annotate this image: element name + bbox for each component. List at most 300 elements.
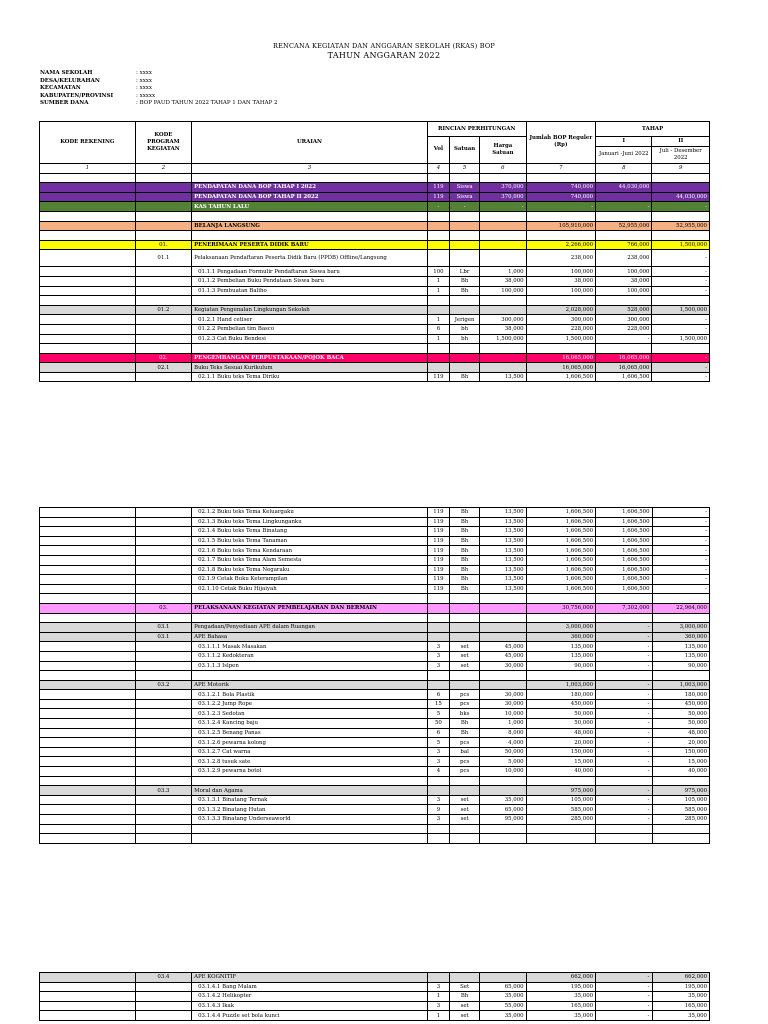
- table-cell: 30,000: [480, 690, 526, 700]
- table-cell: 662,000: [652, 973, 710, 983]
- table-cell: [135, 324, 191, 334]
- table-cell: 6: [427, 728, 449, 738]
- table-cell: [135, 594, 191, 604]
- table-cell: 03.1.3.3 Binatang Underseaworld: [192, 815, 428, 825]
- table-cell: set: [450, 795, 480, 805]
- table-cell: [135, 173, 191, 183]
- budget-table-bottom: [39, 972, 710, 1021]
- col-tahap1-num: I: [596, 137, 652, 147]
- table-cell: 35,000: [480, 795, 526, 805]
- table-cell: pcs: [450, 738, 480, 748]
- table-cell: set: [450, 805, 480, 815]
- table-cell: [596, 776, 652, 786]
- table-row: [40, 517, 710, 527]
- table-cell: 02.1.5 Buku teks Tema Tanaman: [192, 536, 428, 546]
- table-cell: 1,606,500: [526, 565, 596, 575]
- table-cell: [192, 824, 428, 834]
- table-cell: [40, 527, 136, 537]
- table-cell: -: [596, 805, 652, 815]
- table-cell: [135, 276, 191, 286]
- meta-value: : xxxxx: [136, 92, 156, 99]
- table-cell: [427, 834, 449, 844]
- table-cell: -: [596, 661, 652, 671]
- table-cell: 02.1.8 Buku teks Tema Negaraku: [192, 565, 428, 575]
- table-cell: -: [596, 719, 652, 729]
- table-cell: -: [652, 267, 710, 277]
- table-row: [40, 1001, 710, 1011]
- table-cell: 3: [427, 982, 449, 992]
- table-cell: [427, 594, 449, 604]
- table-cell: [192, 671, 428, 681]
- table-cell: [40, 992, 136, 1002]
- table-cell: [427, 623, 449, 633]
- col-tahap2-num: II: [652, 137, 710, 147]
- table-cell: [135, 211, 191, 221]
- table-cell: [40, 555, 136, 565]
- table-cell: 38,000: [480, 324, 526, 334]
- table-cell: -: [596, 699, 652, 709]
- table-cell: [652, 776, 710, 786]
- table-cell: 195,000: [652, 982, 710, 992]
- table-cell: [450, 296, 480, 306]
- table-cell: 135,000: [652, 651, 710, 661]
- table-cell: 03.1.2.9 pewarna botol: [192, 767, 428, 777]
- table-cell: 119: [427, 192, 449, 202]
- table-cell: [40, 728, 136, 738]
- table-cell: [40, 699, 136, 709]
- table-cell: [40, 315, 136, 325]
- table-cell: Bh: [450, 992, 480, 1002]
- table-cell: 360,000: [526, 632, 596, 642]
- table-cell: Bh: [450, 286, 480, 296]
- col-harga: Harga Satuan: [480, 137, 526, 164]
- table-cell: 3: [427, 747, 449, 757]
- table-cell: 13,500: [480, 565, 526, 575]
- meta-value: : xxxx: [136, 70, 153, 76]
- table-cell: 5,000: [480, 757, 526, 767]
- table-cell: 13,500: [480, 372, 526, 382]
- table-cell: 20,000: [526, 738, 596, 748]
- table-cell: Bh: [450, 565, 480, 575]
- table-row: [40, 690, 710, 700]
- table-cell: [652, 173, 710, 183]
- table-cell: [652, 613, 710, 623]
- table-cell: 1,500,000: [480, 334, 526, 344]
- table-cell: 95,000: [480, 815, 526, 825]
- table-cell: 1,606,500: [526, 508, 596, 518]
- table-cell: [40, 767, 136, 777]
- table-cell: 35,000: [526, 1011, 596, 1021]
- table-cell: 1,606,500: [596, 584, 652, 594]
- meta-label: SUMBER DANA: [40, 100, 89, 107]
- table-cell: [135, 728, 191, 738]
- table-cell: pcs: [450, 690, 480, 700]
- table-cell: -: [652, 508, 710, 518]
- meta-value: : xxxx: [136, 77, 153, 84]
- table-cell: 30,000: [480, 699, 526, 709]
- table-cell: PENGEMBANGAN PERPUSTAKAAN/POJOK BACA: [192, 353, 428, 363]
- table-row: [40, 250, 710, 267]
- col-tahap1-label: Januari -Juni 2022: [596, 146, 652, 163]
- table-cell: [450, 834, 480, 844]
- table-cell: [596, 613, 652, 623]
- table-cell: [526, 211, 596, 221]
- table-row: [40, 324, 710, 334]
- table-cell: [652, 834, 710, 844]
- table-cell: 35,000: [526, 992, 596, 1002]
- table-cell: 2,028,000: [526, 305, 596, 315]
- table-cell: [135, 575, 191, 585]
- table-cell: -: [652, 353, 710, 363]
- table-cell: [427, 824, 449, 834]
- table-cell: 1: [427, 315, 449, 325]
- table-cell: 100,000: [480, 286, 526, 296]
- table-cell: [40, 546, 136, 556]
- table-cell: [427, 613, 449, 623]
- table-cell: [40, 334, 136, 344]
- table-cell: [135, 815, 191, 825]
- table-cell: Bh: [450, 517, 480, 527]
- table-cell: [40, 250, 136, 267]
- table-cell: [596, 231, 652, 241]
- table-cell: 44,030,000: [652, 192, 710, 202]
- table-cell: -: [652, 276, 710, 286]
- table-cell: [526, 296, 596, 306]
- table-cell: -: [652, 546, 710, 556]
- table-cell: [40, 815, 136, 825]
- table-cell: [450, 211, 480, 221]
- table-cell: [40, 183, 136, 193]
- table-cell: [40, 747, 136, 757]
- table-row: [40, 613, 710, 623]
- table-cell: [652, 296, 710, 306]
- table-cell: [192, 834, 428, 844]
- table-row: [40, 651, 710, 661]
- table-cell: [652, 671, 710, 681]
- table-cell: 02.1.7 Buku teks Tema Alam Semesta: [192, 555, 428, 565]
- table-cell: -: [652, 584, 710, 594]
- table-cell: -: [596, 202, 652, 212]
- table-cell: [427, 344, 449, 354]
- table-cell: -: [652, 324, 710, 334]
- table-cell: [40, 603, 136, 613]
- table-cell: [135, 221, 191, 231]
- table-cell: [480, 973, 526, 983]
- table-cell: [450, 776, 480, 786]
- table-cell: [135, 555, 191, 565]
- table-row: [40, 603, 710, 613]
- table-cell: [480, 680, 526, 690]
- table-cell: 1: [427, 334, 449, 344]
- table-cell: 7,302,000: [596, 603, 652, 613]
- table-cell: [427, 671, 449, 681]
- table-cell: 03.1.3.1 Binatang Ternak: [192, 795, 428, 805]
- table-cell: 3,000,000: [652, 623, 710, 633]
- table-cell: 119: [427, 546, 449, 556]
- school-info: [40, 70, 278, 108]
- table-cell: bh: [450, 324, 480, 334]
- table-cell: [480, 632, 526, 642]
- table-cell: 15,000: [652, 757, 710, 767]
- table-cell: 22,964,000: [652, 603, 710, 613]
- table-cell: 40,000: [652, 767, 710, 777]
- table-cell: 02.1.10 Cetak Buku Hijaiyah: [192, 584, 428, 594]
- table-cell: PELAKSANAAN KEGIATAN PEMBELAJARAN DAN BERMAIN: [192, 603, 428, 613]
- table-cell: 03.1.4.4 Puzzle set bola kunci: [192, 1011, 428, 1021]
- table-cell: 1,606,500: [526, 372, 596, 382]
- table-cell: -: [596, 632, 652, 642]
- table-cell: 40,000: [526, 767, 596, 777]
- table-cell: Bh: [450, 276, 480, 286]
- table-cell: 9: [427, 805, 449, 815]
- table-cell: [40, 324, 136, 334]
- table-cell: 100,000: [526, 267, 596, 277]
- table-cell: [450, 221, 480, 231]
- col-tahap: TAHAP: [596, 122, 710, 137]
- table-cell: [40, 982, 136, 992]
- table-cell: -: [652, 202, 710, 212]
- table-cell: 975,000: [526, 786, 596, 796]
- table-row: [40, 992, 710, 1002]
- table-row: [40, 982, 710, 992]
- table-cell: 1,606,500: [526, 584, 596, 594]
- table-cell: 3: [427, 757, 449, 767]
- table-cell: [480, 623, 526, 633]
- table-cell: [427, 680, 449, 690]
- table-cell: set: [450, 661, 480, 671]
- table-cell: 528,000: [596, 305, 652, 315]
- table-cell: pcs: [450, 699, 480, 709]
- table-cell: 119: [427, 517, 449, 527]
- table-cell: 1,606,500: [596, 546, 652, 556]
- col-vol: Vol: [427, 137, 449, 164]
- table-cell: [450, 680, 480, 690]
- table-row: [40, 632, 710, 642]
- table-cell: 16,065,000: [526, 353, 596, 363]
- table-cell: 3,000,000: [526, 623, 596, 633]
- table-row: [40, 221, 710, 231]
- table-row: [40, 334, 710, 344]
- table-cell: 238,000: [596, 250, 652, 267]
- table-cell: -: [596, 747, 652, 757]
- table-cell: 01.2.3 Cat Buku Bendesi: [192, 334, 428, 344]
- table-cell: -: [480, 202, 526, 212]
- table-row: [40, 757, 710, 767]
- table-cell: [596, 173, 652, 183]
- table-cell: [40, 719, 136, 729]
- table-cell: [427, 231, 449, 241]
- table-cell: 15,000: [526, 757, 596, 767]
- table-cell: [40, 508, 136, 518]
- table-cell: [135, 546, 191, 556]
- table-cell: [40, 344, 136, 354]
- table-cell: 450,000: [526, 699, 596, 709]
- table-cell: 03.1.2.8 tusuk sate: [192, 757, 428, 767]
- table-cell: [40, 671, 136, 681]
- table-cell: APE Bahasa: [192, 632, 428, 642]
- table-row: [40, 680, 710, 690]
- table-cell: -: [652, 372, 710, 382]
- table-cell: [135, 661, 191, 671]
- table-cell: 370,000: [480, 183, 526, 193]
- table-cell: 38,000: [596, 276, 652, 286]
- table-cell: 1,606,500: [526, 517, 596, 527]
- table-cell: [40, 584, 136, 594]
- table-cell: 01.2.2 Pembelian tim Basco: [192, 324, 428, 334]
- table-cell: 35,000: [652, 992, 710, 1002]
- table-cell: [40, 565, 136, 575]
- table-cell: [40, 363, 136, 373]
- table-cell: 195,000: [526, 982, 596, 992]
- table-cell: 90,000: [652, 661, 710, 671]
- table-cell: 03.1.4.3 Ikak: [192, 1001, 428, 1011]
- table-cell: 135,000: [526, 651, 596, 661]
- table-row: [40, 1011, 710, 1021]
- table-cell: set: [450, 651, 480, 661]
- table-cell: Bh: [450, 527, 480, 537]
- table-cell: 5: [427, 709, 449, 719]
- table-cell: [450, 250, 480, 267]
- table-cell: 45,000: [480, 651, 526, 661]
- table-cell: -: [596, 786, 652, 796]
- table-row: [40, 738, 710, 748]
- table-cell: 35,000: [652, 1011, 710, 1021]
- meta-row: [40, 70, 278, 78]
- table-cell: [427, 296, 449, 306]
- table-row: [40, 527, 710, 537]
- table-cell: 03.3: [135, 786, 191, 796]
- table-cell: pcs: [450, 767, 480, 777]
- table-cell: 48,000: [652, 728, 710, 738]
- table-cell: PENDAPATAN DANA BOP TAHAP II 2022: [192, 192, 428, 202]
- table-row: [40, 508, 710, 518]
- table-cell: [427, 211, 449, 221]
- table-cell: 02.1.9 Cetak Buku Keterampilan: [192, 575, 428, 585]
- table-cell: [450, 173, 480, 183]
- table-cell: 100,000: [526, 286, 596, 296]
- table-cell: Pelaksanaan Pendaftaran Peserta Didik Baru (PPDB) Offline/Langsung: [192, 250, 428, 267]
- table-cell: [427, 973, 449, 983]
- table-cell: 03.1.4.1 Bang Malam: [192, 982, 428, 992]
- table-cell: [526, 344, 596, 354]
- table-cell: APE KOGNITIF: [192, 973, 428, 983]
- table-cell: 44,030,000: [596, 183, 652, 193]
- meta-label: KABUPATEN/PROVINSI: [40, 92, 114, 99]
- table-cell: KAS TAHUN LALU: [192, 202, 428, 212]
- table-row: [40, 767, 710, 777]
- table-cell: [450, 632, 480, 642]
- table-cell: 13,500: [480, 508, 526, 518]
- table-cell: [135, 757, 191, 767]
- table-row: [40, 623, 710, 633]
- table-cell: Bh: [450, 372, 480, 382]
- table-cell: [192, 613, 428, 623]
- table-cell: 52,955,000: [596, 221, 652, 231]
- table-row: [40, 834, 710, 844]
- table-row: [40, 211, 710, 221]
- table-cell: -: [596, 982, 652, 992]
- table-cell: 105,910,000: [526, 221, 596, 231]
- table-cell: -: [450, 202, 480, 212]
- table-cell: 1: [427, 276, 449, 286]
- table-cell: 135,000: [652, 642, 710, 652]
- table-cell: 01.1.1 Pengadaan Formulir Pendaftaran Siswa baru: [192, 267, 428, 277]
- table-cell: 1,606,500: [596, 372, 652, 382]
- table-cell: Bh: [450, 546, 480, 556]
- table-cell: 228,000: [526, 324, 596, 334]
- table-cell: [135, 747, 191, 757]
- table-cell: 35,000: [480, 992, 526, 1002]
- table-cell: -: [652, 250, 710, 267]
- table-cell: 03.1.2.4 Kancing baju: [192, 719, 428, 729]
- table-cell: [427, 250, 449, 267]
- table-cell: 03.1.2.2 Jump Rope: [192, 699, 428, 709]
- table-cell: 1,606,500: [596, 555, 652, 565]
- table-cell: 03.1.2.6 pewarna kolong: [192, 738, 428, 748]
- table-cell: [40, 286, 136, 296]
- table-cell: [652, 211, 710, 221]
- table-cell: 1,606,500: [526, 575, 596, 585]
- table-cell: [427, 603, 449, 613]
- table-row: [40, 719, 710, 729]
- table-cell: [135, 286, 191, 296]
- col-satuan: Satuan: [450, 137, 480, 164]
- table-cell: Bh: [450, 719, 480, 729]
- table-cell: [450, 231, 480, 241]
- table-cell: [596, 594, 652, 604]
- table-cell: [135, 709, 191, 719]
- table-cell: [40, 305, 136, 315]
- table-cell: [427, 221, 449, 231]
- table-row: [40, 805, 710, 815]
- table-cell: -: [596, 709, 652, 719]
- table-cell: 1,003,000: [526, 680, 596, 690]
- table-cell: 1,606,500: [596, 517, 652, 527]
- col-rincian: RINCIAN PERHITUNGAN: [427, 122, 526, 137]
- table-cell: 16,065,000: [526, 363, 596, 373]
- table-row: [40, 276, 710, 286]
- table-cell: 740,000: [526, 183, 596, 193]
- table-cell: [192, 231, 428, 241]
- table-cell: -: [652, 527, 710, 537]
- table-row: [40, 192, 710, 202]
- table-cell: [135, 267, 191, 277]
- table-cell: 10,000: [480, 767, 526, 777]
- meta-row: [40, 85, 278, 93]
- table-cell: Siswa: [450, 183, 480, 193]
- table-cell: [135, 1011, 191, 1021]
- meta-label: KECAMATAN: [40, 85, 81, 92]
- table-cell: 02.: [135, 353, 191, 363]
- table-cell: [40, 776, 136, 786]
- table-cell: [40, 834, 136, 844]
- table-cell: [596, 211, 652, 221]
- table-cell: [427, 173, 449, 183]
- table-cell: Buku Teks Sesuai Kurikulum: [192, 363, 428, 373]
- table-cell: -: [596, 992, 652, 1002]
- table-cell: [480, 305, 526, 315]
- table-cell: [192, 594, 428, 604]
- table-cell: 360,000: [652, 632, 710, 642]
- table-cell: [450, 363, 480, 373]
- table-cell: 4: [427, 767, 449, 777]
- table-cell: [135, 517, 191, 527]
- table-cell: 02.1.1 Buku teks Tema Diriku: [192, 372, 428, 382]
- table-cell: -: [596, 767, 652, 777]
- table-cell: set: [450, 642, 480, 652]
- table-cell: [40, 221, 136, 231]
- table-cell: [450, 594, 480, 604]
